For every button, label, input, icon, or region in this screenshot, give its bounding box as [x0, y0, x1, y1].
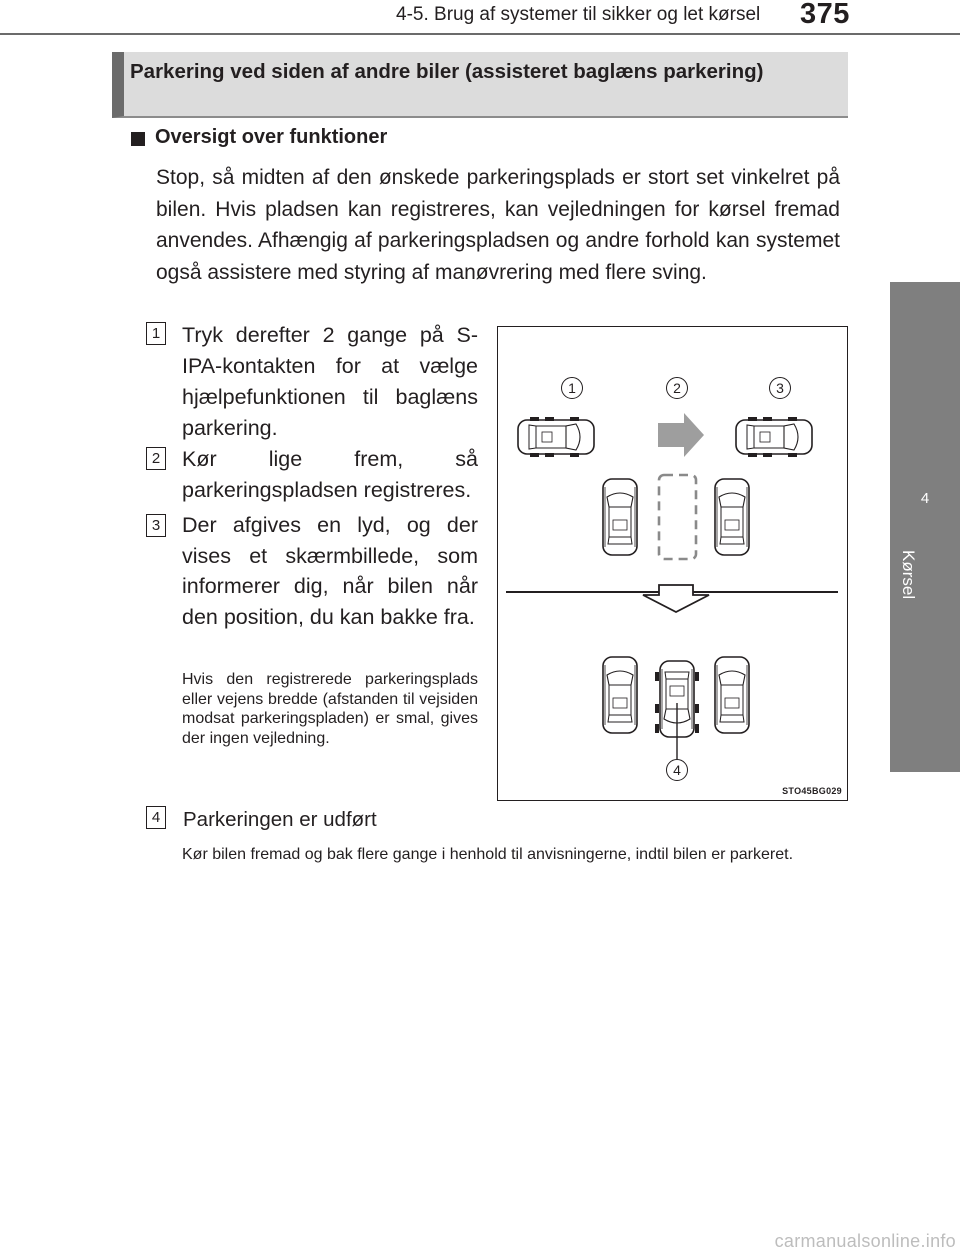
car-position-3 — [736, 417, 812, 457]
down-arrow-icon — [643, 585, 709, 612]
parking-illustration — [497, 326, 848, 801]
page-number: 375 — [800, 0, 850, 30]
figure-code: STO45BG029 — [782, 786, 842, 796]
chapter-side-tab — [890, 282, 960, 772]
running-header-section: 4-5. Brug af systemer til sikker og let kørsel — [396, 4, 761, 25]
figure-callout-3: 3 — [769, 377, 791, 399]
parked-car-left-bottom — [603, 657, 637, 733]
chapter-number: 4 — [920, 490, 930, 507]
forward-arrow-icon — [658, 413, 704, 457]
subheading-square-marker — [131, 132, 145, 146]
parked-car-right-bottom — [715, 657, 749, 733]
empty-parking-space — [659, 475, 696, 559]
watermark: carmanualsonline.info — [774, 1231, 956, 1251]
step-1-text: Tryk derefter 2 gange på S-IPA-kontakten for at vælge hjælpefunktionen til baglæns parkering. — [182, 323, 478, 440]
step-4-note: Kør bilen fremad og bak flere gange i henhold til anvisningerne, indtil bilen er parkeret. — [182, 846, 794, 863]
section-title: Parkering ved siden af andre biler (assisteret baglæns parkering) — [130, 60, 764, 83]
step-number-3: 3 — [146, 514, 166, 537]
step-number-1: 1 — [146, 322, 166, 345]
parked-car-left — [603, 479, 637, 555]
figure-callout-2: 2 — [666, 377, 688, 399]
intro-paragraph: Stop, så midten af den ønskede parkeringsplads er stort set vinkelret på bilen. Hvis pladsen kan registreres, kan vejledningen for kørsel fremad anvendes. Afhængig af parkeringspladsen og andre forhold kan systemet også assistere med styring af manøvrering med flere sving. — [156, 166, 840, 284]
step-2-text: Kør lige frem, så parkeringspladsen registreres. — [182, 447, 478, 502]
step-3-note: Hvis den registrerede parkeringsplads eller vejens bredde (afstanden til vejsiden modsat parkeringspladen) er smal, gives der ingen vejledning. — [182, 671, 478, 747]
step-number-4: 4 — [146, 806, 166, 829]
step-4-text: Parkeringen er udført — [183, 808, 377, 831]
header-rule — [0, 33, 960, 35]
chapter-label: Kørsel — [899, 550, 918, 600]
figure-callout-1: 1 — [561, 377, 583, 399]
figure-callout-4: 4 — [666, 759, 688, 781]
car-position-1 — [518, 417, 594, 457]
step-number-2: 2 — [146, 447, 166, 470]
chapter-label-wrapper — [898, 550, 920, 630]
step-3-text: Der afgives en lyd, og der vises et skærmbillede, som informerer dig, når bilen når den position, du kan bakke fra. — [182, 513, 478, 629]
subheading: Oversigt over funktioner — [155, 126, 388, 148]
parked-car-right — [715, 479, 749, 555]
